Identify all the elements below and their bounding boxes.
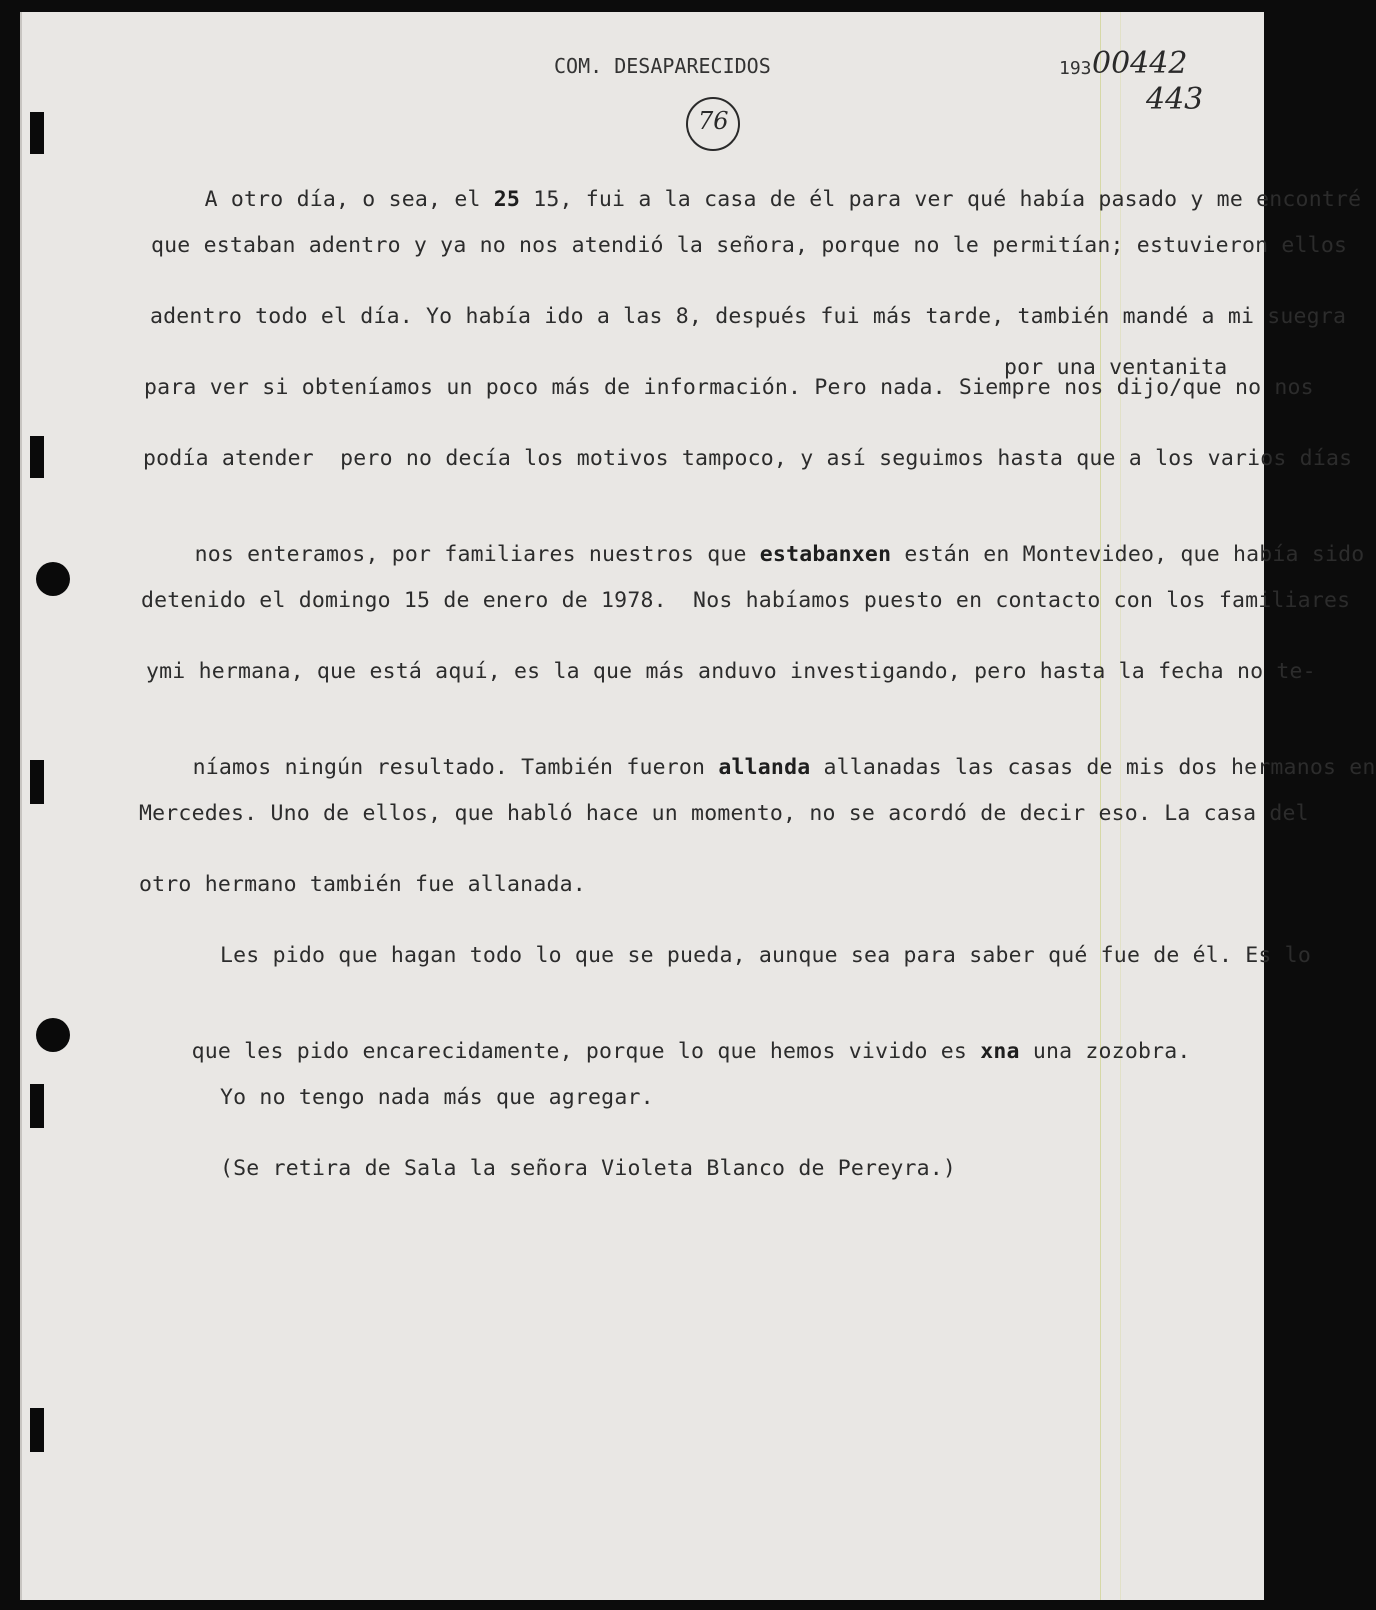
insertion-note: por una ventanita: [1004, 355, 1228, 380]
struck-text: allanda: [718, 755, 811, 780]
paragraph-line: Les pido que hagan todo lo que se pueda, aunque sea para saber qué fue de él. Es lo: [220, 943, 1311, 968]
paragraph-line: ymi hermana, que está aquí, es la que más anduvo investigando, pero hasta la fecha no te-: [146, 659, 1316, 684]
binder-clip: [30, 1084, 44, 1128]
binder-hole: [36, 1018, 70, 1052]
handwritten-number-secondary: 443: [1146, 82, 1204, 117]
paragraph-line: adentro todo el día. Yo había ido a las 8, después fui más tarde, también mandé a mi suegra: [150, 304, 1347, 329]
paragraph-line: detenido el domingo 15 de enero de 1978. Nos habíamos puesto en contacto con los familiares: [141, 588, 1351, 613]
struck-text: 25: [493, 187, 521, 212]
binder-clip: [30, 112, 44, 154]
paragraph-line: A otro día, o sea, el 25 15, fui a la casa de él para ver qué había pasado y me encontré: [204, 187, 1362, 212]
paragraph-line: (Se retira de Sala la señora Violeta Blanco de Pereyra.): [220, 1156, 957, 1181]
paragraph-line: otro hermano también fue allanada.: [139, 872, 586, 897]
paragraph-line: que estaban adentro y ya no nos atendió la señora, porque no le permitían; estuvieron ellos: [151, 233, 1348, 258]
paragraph-line: níamos ningún resultado. También fueron allanda allanadas las casas de mis dos hermanos en: [192, 755, 1376, 780]
paragraph-line: podía atender pero no decía los motivos tampoco, y así seguimos hasta que a los varios días: [143, 446, 1353, 471]
handwritten-number: 00442: [1092, 46, 1188, 81]
struck-text: xna: [980, 1039, 1020, 1064]
reference-number: 193: [1059, 58, 1092, 79]
binder-clip: [30, 436, 44, 478]
page-number: 76: [698, 107, 729, 135]
paragraph-line: Yo no tengo nada más que agregar.: [220, 1085, 654, 1110]
header-title: COM. DESAPARECIDOS: [554, 54, 771, 78]
struck-text: estabanxen: [759, 542, 892, 567]
paragraph-line: nos enteramos, por familiares nuestros que estabanxen están en Montevideo, que había sido: [194, 542, 1365, 567]
binder-clip: [30, 1408, 44, 1452]
paragraph-line: para ver si obteníamos un poco más de información. Pero nada. Siempre nos dijo/que no nos: [144, 375, 1314, 400]
binder-clip: [30, 760, 44, 804]
paragraph-line: que les pido encarecidamente, porque lo que hemos vivido es xna una zozobra.: [191, 1039, 1191, 1064]
binder-hole: [36, 562, 70, 596]
page-number-circle: [686, 97, 740, 151]
paragraph-line: Mercedes. Uno de ellos, que habló hace un momento, no se acordó de decir eso. La casa del: [139, 801, 1309, 826]
document-page: [20, 12, 1376, 1600]
